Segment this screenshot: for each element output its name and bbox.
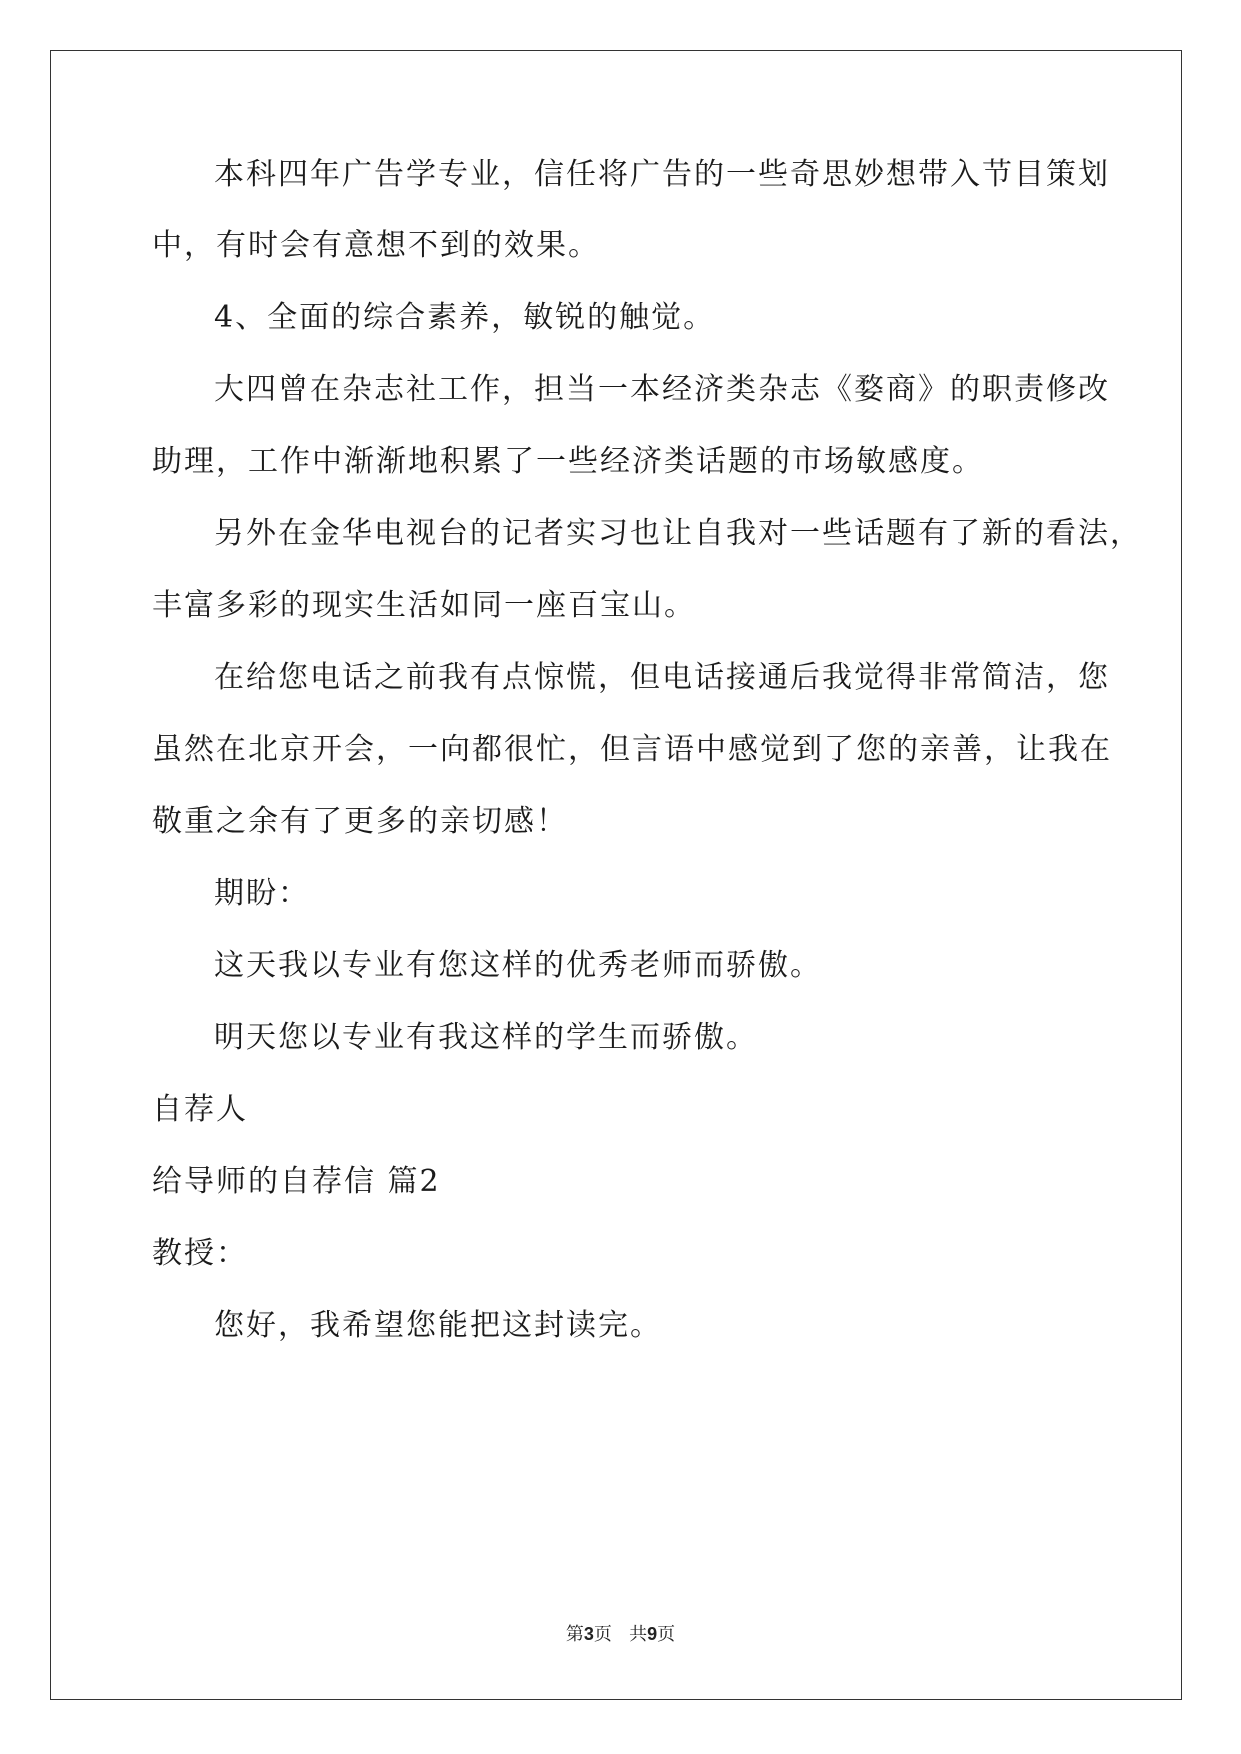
- page-footer: [0, 1620, 1241, 1646]
- section-heading: 给导师的自荐信 篇2: [152, 1164, 441, 1199]
- paragraph-line: 大四曾在杂志社工作，担当一本经济类杂志《婺商》的职责修改: [214, 372, 1110, 407]
- page-suffix: 页: [593, 1624, 612, 1645]
- total-suffix: 页: [657, 1624, 676, 1645]
- paragraph-line: 这天我以专业有您这样的优秀老师而骄傲。: [214, 948, 822, 983]
- paragraph-line: 本科四年广告学专业，信任将广告的一些奇思妙想带入节目策划: [214, 157, 1110, 192]
- signature-line: 自荐人: [152, 1092, 248, 1127]
- current-page-number: 3: [583, 1624, 594, 1644]
- paragraph-line: 另外在金华电视台的记者实习也让自我对一些话题有了新的看法，: [214, 516, 1142, 551]
- paragraph-line: 4、全面的综合素养，敏锐的触觉。: [214, 300, 716, 335]
- paragraph-line: 您好，我希望您能把这封读完。: [214, 1308, 662, 1343]
- paragraph-line: 敬重之余有了更多的亲切感！: [152, 804, 568, 839]
- paragraph-line: 期盼：: [214, 876, 310, 911]
- salutation: 教授：: [152, 1236, 248, 1271]
- paragraph-line: 在给您电话之前我有点惊慌，但电话接通后我觉得非常简洁，您: [214, 660, 1110, 695]
- total-prefix: 共: [629, 1624, 648, 1645]
- total-page-number: 9: [647, 1624, 658, 1644]
- paragraph-line: 明天您以专业有我这样的学生而骄傲。: [214, 1020, 758, 1055]
- paragraph-line: 中，有时会有意想不到的效果。: [152, 228, 600, 263]
- paragraph-line: 丰富多彩的现实生活如同一座百宝山。: [152, 588, 696, 623]
- paragraph-line: 助理，工作中渐渐地积累了一些经济类话题的市场敏感度。: [152, 444, 984, 479]
- paragraph-line: 虽然在北京开会，一向都很忙，但言语中感觉到了您的亲善，让我在: [152, 732, 1112, 767]
- page-prefix: 第: [565, 1624, 584, 1645]
